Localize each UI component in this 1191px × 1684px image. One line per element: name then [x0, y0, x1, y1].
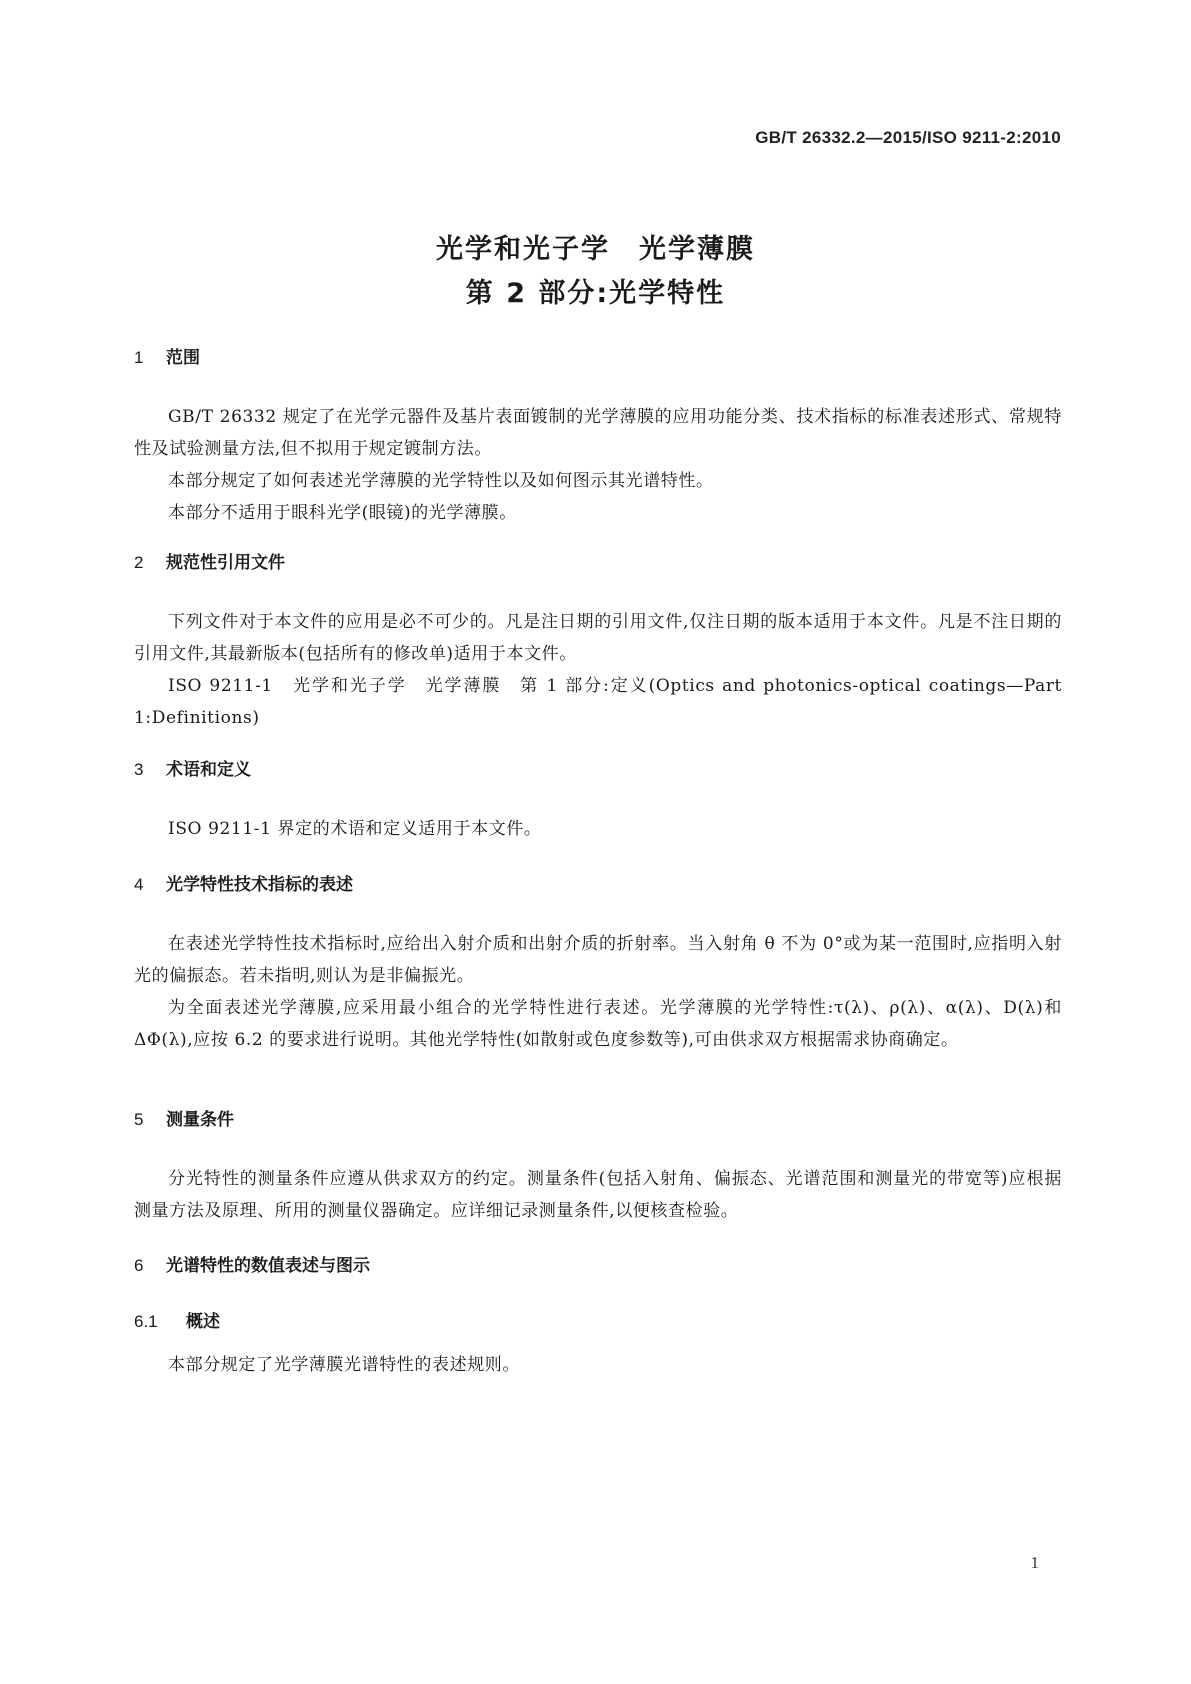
section-title: 范围 [166, 348, 200, 368]
section-heading [134, 1108, 1062, 1132]
paragraph: 下列文件对于本文件的应用是必不可少的。凡是注日期的引用文件,仅注日期的版本适用于本文件。凡是不注日期的引用文件,其最新版本(包括所有的修改单)适用于本文件。 [134, 612, 1062, 664]
title-line-2: 第 2 部分:光学特性 [465, 278, 726, 309]
paragraph: 本部分规定了如何表述光学薄膜的光学特性以及如何图示其光谱特性。 [168, 471, 714, 491]
section-2 [134, 551, 1062, 575]
subsection-number: 6.1 [134, 1312, 158, 1331]
paragraph: ISO 9211-1 界定的术语和定义适用于本文件。 [168, 819, 542, 839]
paragraph: 本部分不适用于眼科光学(眼镜)的光学薄膜。 [168, 503, 517, 523]
section-5-body [134, 1163, 1062, 1227]
paragraph: 分光特性的测量条件应遵从供求双方的约定。测量条件(包括入射角、偏振态、光谱范围和测量光的带宽等)应根据测量方法及原理、所用的测量仪器确定。应详细记录测量条件,以便核查检验。 [134, 1169, 1062, 1221]
section-2-body [134, 606, 1062, 734]
section-3 [134, 758, 1062, 782]
section-3-body [134, 813, 1062, 845]
section-title: 测量条件 [166, 1110, 234, 1130]
section-6-1 [134, 1310, 1062, 1334]
section-number: 2 [134, 553, 144, 572]
section-heading [134, 551, 1062, 575]
section-heading [134, 1254, 1062, 1278]
section-number: 3 [134, 760, 144, 779]
section-number: 4 [134, 875, 144, 894]
section-heading [134, 346, 1062, 370]
section-number: 1 [134, 348, 144, 367]
paragraph: 本部分规定了光学薄膜光谱特性的表述规则。 [168, 1355, 520, 1375]
section-6-1-body [134, 1349, 1062, 1381]
section-title: 规范性引用文件 [166, 553, 285, 573]
normative-reference: ISO 9211-1 光学和光子学 光学薄膜 第 1 部分:定义(Optics and photonics-optical coatings—Part 1:Definitions) [134, 676, 1062, 728]
standard-code: GB/T 26332.2—2015/ISO 9211-2:2010 [755, 128, 1061, 147]
section-1-body [134, 401, 1062, 529]
section-heading [134, 873, 1062, 897]
section-6 [134, 1254, 1062, 1278]
paragraph: GB/T 26332 规定了在光学元器件及基片表面镀制的光学薄膜的应用功能分类、技术指标的标准表述形式、常规特性及试验测量方法,但不拟用于规定镀制方法。 [134, 407, 1062, 459]
section-title: 光学特性技术指标的表述 [166, 875, 353, 895]
section-number: 6 [134, 1256, 144, 1275]
section-5 [134, 1108, 1062, 1132]
section-4-body [134, 928, 1062, 1056]
paragraph: 为全面表述光学薄膜,应采用最小组合的光学特性进行表述。光学薄膜的光学特性:τ(λ)、ρ(λ)、α(λ)、D(λ)和 ΔΦ(λ),应按 6.2 的要求进行说明。其他光学特性(如散射或色度参数等),可由供求双方根据需求协商确定。 [134, 998, 1062, 1050]
page-number: 1 [1030, 1553, 1039, 1572]
document-title [0, 228, 1191, 316]
subsection-title: 概述 [186, 1312, 220, 1332]
section-4 [134, 873, 1062, 897]
subsection-heading [134, 1310, 1062, 1334]
section-title: 术语和定义 [166, 760, 251, 780]
section-number: 5 [134, 1110, 144, 1129]
section-heading [134, 758, 1062, 782]
title-line-1: 光学和光子学 光学薄膜 [436, 234, 755, 265]
section-title: 光谱特性的数值表述与图示 [166, 1256, 370, 1276]
section-1 [134, 346, 1062, 370]
paragraph: 在表述光学特性技术指标时,应给出入射介质和出射介质的折射率。当入射角 θ 不为 0°或为某一范围时,应指明入射光的偏振态。若未指明,则认为是非偏振光。 [134, 934, 1062, 986]
